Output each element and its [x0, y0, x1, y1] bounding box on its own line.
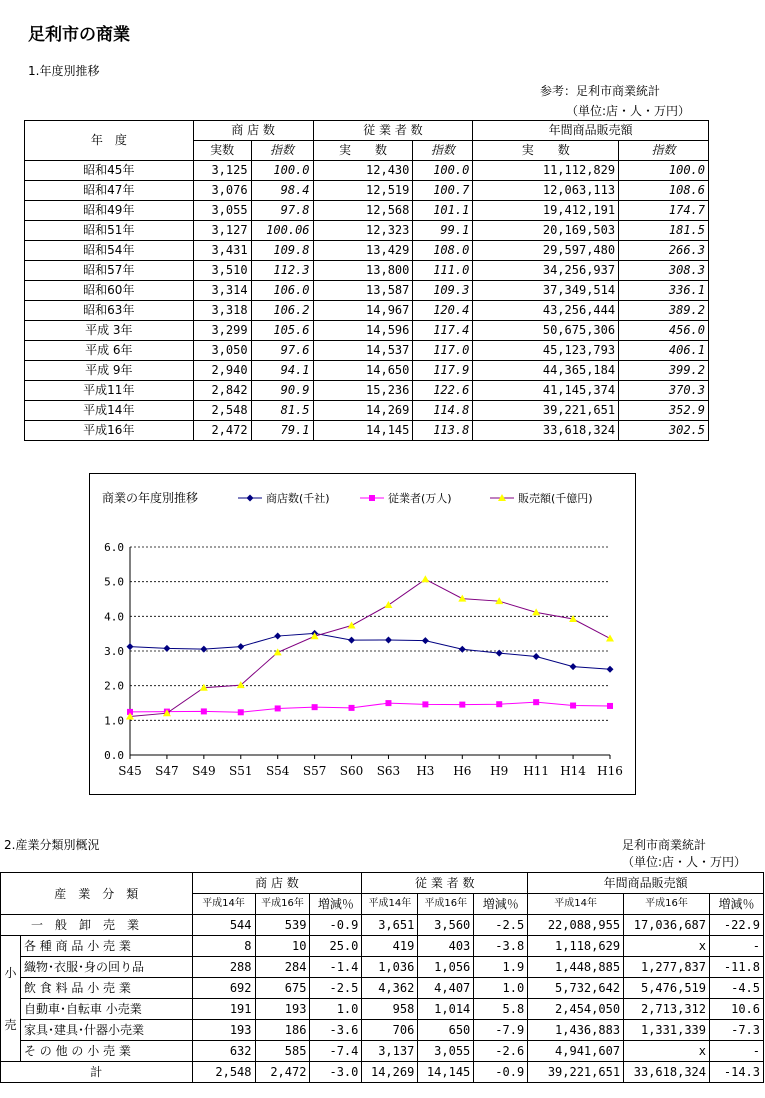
- header-shops: 商 店 数: [192, 873, 362, 894]
- e14-cell: 3,651: [362, 915, 418, 936]
- sp-cell: 25.0: [310, 936, 362, 957]
- e14-cell: 4,362: [362, 978, 418, 999]
- v14-cell: 22,088,955: [528, 915, 624, 936]
- shops-cell: 2,842: [193, 381, 251, 401]
- data-point: [607, 666, 614, 673]
- shops-index-cell: 90.9: [251, 381, 313, 401]
- data-point: [348, 622, 356, 629]
- sales-index-cell: 266.3: [619, 241, 709, 261]
- y-tick-label: 0.0: [104, 749, 124, 762]
- vp-cell: -: [710, 936, 764, 957]
- x-tick-label: H14: [560, 764, 586, 778]
- sales-cell: 43,256,444: [473, 301, 619, 321]
- header-index: 指数: [413, 141, 473, 161]
- e14-cell: 3,137: [362, 1041, 418, 1062]
- ep-cell: -3.8: [474, 936, 528, 957]
- page-title: 足利市の商業: [28, 25, 130, 45]
- sales-index-cell: 389.2: [619, 301, 709, 321]
- year-cell: 昭和63年: [25, 301, 194, 321]
- data-point: [384, 601, 392, 608]
- employees-cell: 15,236: [313, 381, 413, 401]
- shops-index-cell: 100.0: [251, 161, 313, 181]
- year-cell: 昭和57年: [25, 261, 194, 281]
- shops-cell: 2,472: [193, 421, 251, 441]
- v14-cell: 1,118,629: [528, 936, 624, 957]
- sp-cell: -0.9: [310, 915, 362, 936]
- section1-source: 参考：足利市商業統計: [540, 84, 661, 98]
- table-row: [1, 1020, 764, 1041]
- category-cell: そ の 他 の 小 売 業: [20, 1041, 192, 1062]
- y-tick-label: 1.0: [104, 714, 124, 728]
- header-actual: 実数: [193, 141, 251, 161]
- x-tick-label: S51: [229, 764, 253, 778]
- v16-cell: 17,036,687: [624, 915, 710, 936]
- sp-cell: -7.4: [310, 1041, 362, 1062]
- sales-index-cell: 181.5: [619, 221, 709, 241]
- data-point: [385, 700, 391, 706]
- header-h16: 平成16年: [624, 894, 710, 915]
- data-point: [422, 637, 429, 644]
- s16-cell: 2,472: [255, 1062, 310, 1083]
- category-cell: 一 般 卸 売 業: [1, 915, 193, 936]
- employees-index-cell: 113.8: [413, 421, 473, 441]
- sales-index-cell: 108.6: [619, 181, 709, 201]
- header-h16: 平成16年: [418, 894, 474, 915]
- v16-cell: 1,277,837: [624, 957, 710, 978]
- data-point: [237, 643, 244, 650]
- table-row: [25, 161, 709, 181]
- employees-cell: 12,323: [313, 221, 413, 241]
- table-row: [25, 221, 709, 241]
- data-point: [496, 650, 503, 657]
- shops-index-cell: 97.6: [251, 341, 313, 361]
- employees-cell: 12,568: [313, 201, 413, 221]
- sales-index-cell: 456.0: [619, 321, 709, 341]
- employees-cell: 14,650: [313, 361, 413, 381]
- vp-cell: -4.5: [710, 978, 764, 999]
- x-tick-label: S49: [192, 764, 216, 778]
- employees-index-cell: 101.1: [413, 201, 473, 221]
- category-cell: 織物･衣服･身の回り品: [20, 957, 192, 978]
- y-tick-label: 4.0: [104, 610, 124, 624]
- e16-cell: 1,014: [418, 999, 474, 1020]
- e14-cell: 419: [362, 936, 418, 957]
- header-sales: 年間商品販売額: [528, 873, 764, 894]
- table-row: [1, 999, 764, 1020]
- legend-marker: [247, 495, 254, 502]
- ep-cell: 5.8: [474, 999, 528, 1020]
- legend-marker: [369, 495, 375, 501]
- employees-cell: 13,800: [313, 261, 413, 281]
- ep-cell: 1.0: [474, 978, 528, 999]
- shops-cell: 3,050: [193, 341, 251, 361]
- v14-cell: 39,221,651: [528, 1062, 624, 1083]
- header-employees: 従 業 者 数: [313, 121, 473, 141]
- employees-index-cell: 114.8: [413, 401, 473, 421]
- employees-index-cell: 117.9: [413, 361, 473, 381]
- ep-cell: 1.9: [474, 957, 528, 978]
- v14-cell: 2,454,050: [528, 999, 624, 1020]
- section1-title: 1.年度別推移: [28, 64, 100, 78]
- e14-cell: 706: [362, 1020, 418, 1041]
- table-row: [25, 201, 709, 221]
- shops-index-cell: 79.1: [251, 421, 313, 441]
- e14-cell: 14,269: [362, 1062, 418, 1083]
- v14-cell: 1,448,885: [528, 957, 624, 978]
- shops-cell: 2,548: [193, 401, 251, 421]
- employees-cell: 14,537: [313, 341, 413, 361]
- e16-cell: 650: [418, 1020, 474, 1041]
- sales-cell: 34,256,937: [473, 261, 619, 281]
- v14-cell: 4,941,607: [528, 1041, 624, 1062]
- section1-unit: （単位:店・人・万円）: [566, 104, 691, 118]
- data-point: [127, 643, 134, 650]
- year-cell: 平成16年: [25, 421, 194, 441]
- header-h14: 平成14年: [362, 894, 418, 915]
- vp-cell: -14.3: [710, 1062, 764, 1083]
- e16-cell: 4,407: [418, 978, 474, 999]
- legend-label: 商店数(千社): [266, 492, 330, 505]
- data-point: [496, 701, 502, 707]
- sales-index-cell: 302.5: [619, 421, 709, 441]
- employees-index-cell: 108.0: [413, 241, 473, 261]
- data-point: [312, 704, 318, 710]
- table-row: [25, 341, 709, 361]
- x-tick-label: H11: [523, 764, 550, 778]
- data-point: [570, 663, 577, 670]
- category-cell: 家具･建具･什器小売業: [20, 1020, 192, 1041]
- x-tick-label: H3: [416, 764, 435, 778]
- s14-cell: 544: [192, 915, 255, 936]
- s14-cell: 2,548: [192, 1062, 255, 1083]
- shops-index-cell: 100.06: [251, 221, 313, 241]
- s14-cell: 288: [192, 957, 255, 978]
- x-tick-label: S60: [339, 764, 364, 778]
- sp-cell: -3.6: [310, 1020, 362, 1041]
- s16-cell: 186: [255, 1020, 310, 1041]
- header-h16: 平成16年: [255, 894, 310, 915]
- s16-cell: 675: [255, 978, 310, 999]
- sp-cell: -1.4: [310, 957, 362, 978]
- shops-cell: 3,125: [193, 161, 251, 181]
- data-point: [349, 705, 355, 711]
- ep-cell: -2.5: [474, 915, 528, 936]
- line-chart: [90, 474, 635, 794]
- data-point: [459, 702, 465, 708]
- sales-cell: 45,123,793: [473, 341, 619, 361]
- vp-cell: -: [710, 1041, 764, 1062]
- header-h14: 平成14年: [192, 894, 255, 915]
- header-sales: 年間商品販売額: [473, 121, 709, 141]
- s14-cell: 692: [192, 978, 255, 999]
- x-tick-label: S47: [155, 764, 179, 778]
- data-point: [274, 648, 282, 655]
- sales-index-cell: 352.9: [619, 401, 709, 421]
- sales-cell: 11,112,829: [473, 161, 619, 181]
- header-actual: 実 数: [473, 141, 619, 161]
- y-tick-label: 3.0: [104, 645, 124, 658]
- chart-title: 商業の年度別推移: [102, 491, 199, 505]
- employees-cell: 14,596: [313, 321, 413, 341]
- category-cell: 各 種 商 品 小 売 業: [20, 936, 192, 957]
- vp-cell: -11.8: [710, 957, 764, 978]
- s14-cell: 8: [192, 936, 255, 957]
- e16-cell: 3,055: [418, 1041, 474, 1062]
- s16-cell: 284: [255, 957, 310, 978]
- shops-cell: 2,940: [193, 361, 251, 381]
- header-pct: 増減％: [310, 894, 362, 915]
- year-cell: 昭和49年: [25, 201, 194, 221]
- x-tick-label: H6: [453, 764, 472, 778]
- total-row: [1, 1062, 764, 1083]
- header-h14: 平成14年: [528, 894, 624, 915]
- employees-index-cell: 100.7: [413, 181, 473, 201]
- shops-index-cell: 109.8: [251, 241, 313, 261]
- v16-cell: x: [624, 1041, 710, 1062]
- shops-index-cell: 98.4: [251, 181, 313, 201]
- sales-index-cell: 406.1: [619, 341, 709, 361]
- vp-cell: 10.6: [710, 999, 764, 1020]
- e16-cell: 3,560: [418, 915, 474, 936]
- data-point: [458, 595, 466, 602]
- x-tick-label: H16: [597, 764, 623, 778]
- table-row: [25, 381, 709, 401]
- section2-unit: （単位:店・人・万円）: [622, 855, 747, 869]
- sales-cell: 50,675,306: [473, 321, 619, 341]
- header-pct: 増減％: [710, 894, 764, 915]
- employees-cell: 14,967: [313, 301, 413, 321]
- data-point: [274, 633, 281, 640]
- data-point: [385, 636, 392, 643]
- sales-cell: 44,365,184: [473, 361, 619, 381]
- year-cell: 平成14年: [25, 401, 194, 421]
- data-point: [200, 646, 207, 653]
- shops-cell: 3,431: [193, 241, 251, 261]
- table-row: [25, 241, 709, 261]
- e16-cell: 14,145: [418, 1062, 474, 1083]
- x-tick-label: S54: [265, 764, 290, 778]
- shops-cell: 3,314: [193, 281, 251, 301]
- table-row: [1, 978, 764, 999]
- employees-index-cell: 120.4: [413, 301, 473, 321]
- category-cell: 自動車･自転車 小売業: [20, 999, 192, 1020]
- employees-index-cell: 100.0: [413, 161, 473, 181]
- table-row: [25, 421, 709, 441]
- v16-cell: 33,618,324: [624, 1062, 710, 1083]
- industry-table: [0, 872, 764, 1083]
- vp-cell: -22.9: [710, 915, 764, 936]
- shops-cell: 3,076: [193, 181, 251, 201]
- sales-index-cell: 174.7: [619, 201, 709, 221]
- employees-cell: 13,429: [313, 241, 413, 261]
- table-row: [1, 936, 764, 957]
- header-category: 産 業 分 類: [1, 873, 193, 915]
- v16-cell: 2,713,312: [624, 999, 710, 1020]
- table-row: [25, 281, 709, 301]
- header-employees: 従 業 者 数: [362, 873, 528, 894]
- sales-cell: 29,597,480: [473, 241, 619, 261]
- ep-cell: -0.9: [474, 1062, 528, 1083]
- sales-index-cell: 100.0: [619, 161, 709, 181]
- retail-side-label: [1, 936, 21, 1062]
- s16-cell: 585: [255, 1041, 310, 1062]
- shops-cell: 3,318: [193, 301, 251, 321]
- table-row: [1, 1041, 764, 1062]
- employees-index-cell: 99.1: [413, 221, 473, 241]
- data-point: [238, 709, 244, 715]
- employees-index-cell: 117.0: [413, 341, 473, 361]
- side-label-bottom: 売: [4, 1017, 17, 1032]
- year-cell: 平成 9年: [25, 361, 194, 381]
- e16-cell: 1,056: [418, 957, 474, 978]
- v16-cell: 5,476,519: [624, 978, 710, 999]
- vp-cell: -7.3: [710, 1020, 764, 1041]
- yearly-table: [24, 120, 709, 441]
- data-point: [607, 703, 613, 709]
- section2-title: 2.産業分類別概況: [4, 838, 100, 852]
- data-point: [533, 699, 539, 705]
- chart-frame: [89, 473, 636, 795]
- year-cell: 平成 6年: [25, 341, 194, 361]
- employees-index-cell: 117.4: [413, 321, 473, 341]
- x-tick-label: S63: [376, 764, 401, 778]
- x-tick-label: H9: [490, 764, 509, 778]
- sales-cell: 37,349,514: [473, 281, 619, 301]
- x-tick-label: S45: [118, 764, 142, 778]
- s14-cell: 191: [192, 999, 255, 1020]
- sales-cell: 20,169,503: [473, 221, 619, 241]
- year-cell: 昭和45年: [25, 161, 194, 181]
- year-cell: 平成 3年: [25, 321, 194, 341]
- shops-cell: 3,055: [193, 201, 251, 221]
- sales-index-cell: 308.3: [619, 261, 709, 281]
- shops-cell: 3,510: [193, 261, 251, 281]
- y-tick-label: 2.0: [104, 679, 124, 693]
- legend-label: 販売額(千億円): [518, 492, 593, 505]
- data-point: [421, 575, 429, 582]
- header-actual: 実 数: [313, 141, 413, 161]
- shops-cell: 3,299: [193, 321, 251, 341]
- year-cell: 昭和47年: [25, 181, 194, 201]
- sales-cell: 33,618,324: [473, 421, 619, 441]
- shops-index-cell: 112.3: [251, 261, 313, 281]
- employees-index-cell: 109.3: [413, 281, 473, 301]
- x-tick-label: S57: [302, 764, 327, 778]
- shops-index-cell: 106.0: [251, 281, 313, 301]
- year-cell: 昭和60年: [25, 281, 194, 301]
- table-row: [25, 361, 709, 381]
- data-point: [422, 701, 428, 707]
- e14-cell: 958: [362, 999, 418, 1020]
- employees-cell: 12,519: [313, 181, 413, 201]
- employees-cell: 14,269: [313, 401, 413, 421]
- sp-cell: -2.5: [310, 978, 362, 999]
- shops-index-cell: 106.2: [251, 301, 313, 321]
- y-tick-label: 6.0: [104, 541, 124, 554]
- table-row: [25, 181, 709, 201]
- ep-cell: -7.9: [474, 1020, 528, 1041]
- legend-label: 従業者(万人): [388, 492, 452, 505]
- v14-cell: 1,436,883: [528, 1020, 624, 1041]
- data-point: [348, 637, 355, 644]
- employees-cell: 12,430: [313, 161, 413, 181]
- side-label-top: 小: [4, 965, 17, 980]
- s16-cell: 539: [255, 915, 310, 936]
- data-point: [275, 705, 281, 711]
- header-year: 年 度: [25, 121, 194, 161]
- v16-cell: 1,331,339: [624, 1020, 710, 1041]
- sp-cell: 1.0: [310, 999, 362, 1020]
- data-point: [201, 708, 207, 714]
- e16-cell: 403: [418, 936, 474, 957]
- sp-cell: -3.0: [310, 1062, 362, 1083]
- year-cell: 昭和54年: [25, 241, 194, 261]
- header-index: 指数: [619, 141, 709, 161]
- s16-cell: 10: [255, 936, 310, 957]
- header-index: 指数: [251, 141, 313, 161]
- category-cell: 飲 食 料 品 小 売 業: [20, 978, 192, 999]
- sales-cell: 41,145,374: [473, 381, 619, 401]
- table-row: [1, 915, 764, 936]
- sales-cell: 12,063,113: [473, 181, 619, 201]
- shops-index-cell: 105.6: [251, 321, 313, 341]
- table-row: [1, 957, 764, 978]
- employees-cell: 13,587: [313, 281, 413, 301]
- s14-cell: 632: [192, 1041, 255, 1062]
- employees-cell: 14,145: [313, 421, 413, 441]
- data-point: [570, 703, 576, 709]
- sales-index-cell: 399.2: [619, 361, 709, 381]
- ep-cell: -2.6: [474, 1041, 528, 1062]
- section2-source: 足利市商業統計: [622, 838, 707, 852]
- data-point: [606, 634, 614, 641]
- category-cell: 計: [1, 1062, 193, 1083]
- data-point: [533, 653, 540, 660]
- e14-cell: 1,036: [362, 957, 418, 978]
- v16-cell: x: [624, 936, 710, 957]
- shops-index-cell: 97.8: [251, 201, 313, 221]
- data-point: [459, 646, 466, 653]
- table-row: [25, 261, 709, 281]
- table-row: [25, 401, 709, 421]
- s14-cell: 193: [192, 1020, 255, 1041]
- s16-cell: 193: [255, 999, 310, 1020]
- table-row: [25, 301, 709, 321]
- shops-cell: 3,127: [193, 221, 251, 241]
- employees-index-cell: 111.0: [413, 261, 473, 281]
- shops-index-cell: 94.1: [251, 361, 313, 381]
- year-cell: 平成11年: [25, 381, 194, 401]
- sales-cell: 19,412,191: [473, 201, 619, 221]
- year-cell: 昭和51年: [25, 221, 194, 241]
- data-point: [163, 645, 170, 652]
- v14-cell: 5,732,642: [528, 978, 624, 999]
- sales-index-cell: 370.3: [619, 381, 709, 401]
- y-tick-label: 5.0: [104, 575, 124, 589]
- shops-index-cell: 81.5: [251, 401, 313, 421]
- employees-index-cell: 122.6: [413, 381, 473, 401]
- sales-index-cell: 336.1: [619, 281, 709, 301]
- header-pct: 増減％: [474, 894, 528, 915]
- sales-cell: 39,221,651: [473, 401, 619, 421]
- header-shops: 商 店 数: [193, 121, 313, 141]
- table-row: [25, 321, 709, 341]
